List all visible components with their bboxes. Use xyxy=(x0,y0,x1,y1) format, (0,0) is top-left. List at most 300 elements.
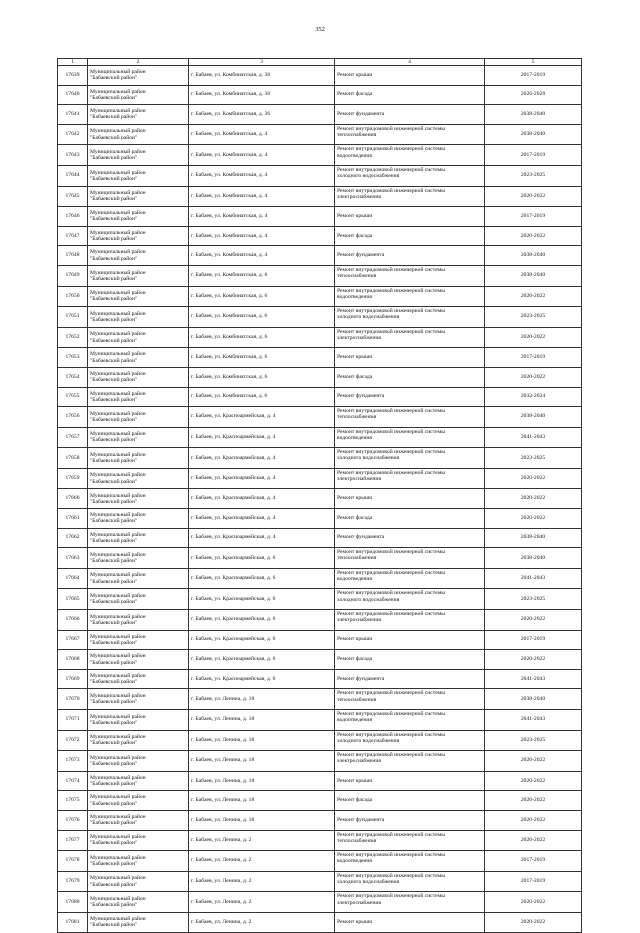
address-cell: г. Бабаев, ул. Комбинатская, д. 6 xyxy=(189,348,335,368)
municipality-cell xyxy=(88,489,189,509)
municipality-line2: "Бабаевский район" xyxy=(90,478,138,485)
work-type-cell xyxy=(335,468,485,489)
table-row xyxy=(58,468,582,489)
period-cell: 2020-2022 xyxy=(485,186,582,207)
row-number: 17656 xyxy=(58,407,88,428)
work-type-line2: водоотведения xyxy=(337,858,372,865)
table-row xyxy=(58,610,582,631)
work-type-line2: теплоснабжения xyxy=(337,131,377,138)
municipality-cell xyxy=(88,246,189,266)
table-row xyxy=(58,528,582,548)
municipality-line1: Муниципальный район xyxy=(90,310,146,317)
period-cell: 2023-2025 xyxy=(485,307,582,328)
municipality-line1: Муниципальный район xyxy=(90,895,146,902)
municipality-cell xyxy=(88,871,189,892)
work-type-cell xyxy=(335,528,485,548)
municipality-cell xyxy=(88,610,189,631)
work-type-line2: теплоснабжения xyxy=(337,837,377,844)
municipality-line1: Муниципальный район xyxy=(90,734,146,741)
work-type-line1: Ремонт внутридомовой инженерной системы xyxy=(337,690,445,697)
row-number: 17639 xyxy=(58,66,88,86)
municipality-line2: "Бабаевский район" xyxy=(90,216,138,223)
work-type-line1: Ремонт фундамента xyxy=(337,393,385,400)
period-cell: 2026-2028 xyxy=(485,85,582,105)
column-header: 1 xyxy=(58,59,88,66)
municipality-cell xyxy=(88,912,189,932)
municipality-line1: Муниципальный район xyxy=(90,916,146,923)
period-cell: 2041-2043 xyxy=(485,669,582,689)
work-type-line2: холодного водоснабжения xyxy=(337,596,400,603)
work-type-cell xyxy=(335,830,485,851)
municipality-line2: "Бабаевский район" xyxy=(90,75,138,82)
work-type-line2: теплоснабжения xyxy=(337,555,377,562)
work-type-line1: Ремонт внутридомовой инженерной системы xyxy=(337,590,445,597)
work-type-line1: Ремонт крыши xyxy=(337,354,373,361)
work-type-line1: Ремонт фундамента xyxy=(337,534,385,541)
municipality-line1: Муниципальный район xyxy=(90,128,146,135)
work-type-line1: Ремонт фасада xyxy=(337,656,373,663)
municipality-line1: Муниципальный район xyxy=(90,108,146,115)
table-row xyxy=(58,509,582,529)
municipality-cell xyxy=(88,689,189,710)
work-type-cell xyxy=(335,509,485,529)
municipality-line2: "Бабаевский район" xyxy=(90,296,138,303)
row-number: 17672 xyxy=(58,730,88,751)
row-number: 17641 xyxy=(58,105,88,125)
work-type-cell xyxy=(335,348,485,368)
table-row xyxy=(58,327,582,348)
municipality-cell xyxy=(88,468,189,489)
municipality-line1: Муниципальный район xyxy=(90,653,146,660)
municipality-cell xyxy=(88,650,189,670)
table-row xyxy=(58,427,582,448)
table-row xyxy=(58,791,582,811)
municipality-cell xyxy=(88,851,189,872)
period-cell: 2020-2022 xyxy=(485,830,582,851)
period-cell: 2038-2040 xyxy=(485,265,582,286)
period-cell: 2032-2034 xyxy=(485,387,582,407)
address-cell: г. Бабаев, ул. Комбинатская, д. 6 xyxy=(189,387,335,407)
period-cell: 2017-2019 xyxy=(485,66,582,86)
table-header-row xyxy=(58,59,582,66)
address-cell: г. Бабаев, ул. Комбинатская, д. 6 xyxy=(189,327,335,348)
municipality-cell xyxy=(88,528,189,548)
municipality-cell xyxy=(88,367,189,387)
work-type-line1: Ремонт крыши xyxy=(337,777,373,784)
work-type-cell xyxy=(335,246,485,266)
address-cell: г. Бабаев, ул. Комбинатская, д. 4 xyxy=(189,246,335,266)
municipality-line2: "Бабаевский район" xyxy=(90,719,138,726)
table-row xyxy=(58,810,582,830)
column-header: 3 xyxy=(189,59,335,66)
municipality-cell xyxy=(88,207,189,227)
municipality-line1: Муниципальный район xyxy=(90,169,146,176)
period-cell: 2023-2025 xyxy=(485,589,582,610)
row-number: 17642 xyxy=(58,124,88,145)
municipality-line2: "Бабаевский район" xyxy=(90,881,138,888)
municipality-line1: Муниципальный район xyxy=(90,431,146,438)
work-type-cell xyxy=(335,407,485,428)
table-row xyxy=(58,145,582,166)
work-type-cell xyxy=(335,124,485,145)
column-header: 4 xyxy=(335,59,485,66)
address-cell: г. Бабаев, ул. Комбинатская, д. 36 xyxy=(189,85,335,105)
work-type-line1: Ремонт фасада xyxy=(337,91,373,98)
work-type-cell xyxy=(335,66,485,86)
municipality-line1: Муниципальный район xyxy=(90,210,146,217)
period-cell: 2017-2019 xyxy=(485,851,582,872)
work-type-line1: Ремонт внутридомовой инженерной системы xyxy=(337,569,445,576)
municipality-cell xyxy=(88,730,189,751)
table-row xyxy=(58,630,582,650)
work-type-line2: электроснабжения xyxy=(337,758,381,765)
row-number: 17661 xyxy=(58,509,88,529)
period-cell: 2020-2022 xyxy=(485,489,582,509)
municipality-line2: "Бабаевский район" xyxy=(90,699,138,706)
municipality-line2: "Бабаевский район" xyxy=(90,416,138,423)
table-row xyxy=(58,246,582,266)
work-type-cell xyxy=(335,851,485,872)
municipality-cell xyxy=(88,66,189,86)
municipality-cell xyxy=(88,145,189,166)
period-cell: 2017-2019 xyxy=(485,207,582,227)
row-number: 17670 xyxy=(58,689,88,710)
work-type-line2: водоотведения xyxy=(337,434,372,441)
municipality-line1: Муниципальный район xyxy=(90,190,146,197)
row-number: 17676 xyxy=(58,810,88,830)
row-number: 17652 xyxy=(58,327,88,348)
row-number: 17660 xyxy=(58,489,88,509)
work-type-line1: Ремонт внутридомовой инженерной системы xyxy=(337,166,445,173)
municipality-line2: "Бабаевский район" xyxy=(90,518,138,525)
period-cell: 2038-2040 xyxy=(485,124,582,145)
work-type-line1: Ремонт внутридомовой инженерной системы xyxy=(337,449,445,456)
row-number: 17668 xyxy=(58,650,88,670)
work-type-line1: Ремонт внутридомовой инженерной системы xyxy=(337,852,445,859)
period-cell: 2020-2022 xyxy=(485,912,582,932)
address-cell: г. Бабаев, ул. Комбинатская, д. 4 xyxy=(189,226,335,246)
municipality-line1: Муниципальный район xyxy=(90,834,146,841)
row-number: 17663 xyxy=(58,548,88,569)
work-type-cell xyxy=(335,165,485,186)
row-number: 17681 xyxy=(58,912,88,932)
municipality-cell xyxy=(88,630,189,650)
municipality-line2: "Бабаевский район" xyxy=(90,578,138,585)
column-header: 2 xyxy=(88,59,189,66)
row-number: 17680 xyxy=(58,892,88,913)
municipality-line2: "Бабаевский район" xyxy=(90,396,138,403)
work-type-line2: теплоснабжения xyxy=(337,414,377,421)
period-cell: 2020-2022 xyxy=(485,367,582,387)
work-type-line1: Ремонт крыши xyxy=(337,212,373,219)
row-number: 17646 xyxy=(58,207,88,227)
municipality-line2: "Бабаевский район" xyxy=(90,659,138,666)
row-number: 17648 xyxy=(58,246,88,266)
work-type-cell xyxy=(335,912,485,932)
address-cell: г. Бабаев, ул. Красноармейская, д. 6 xyxy=(189,589,335,610)
municipality-line2: "Бабаевский район" xyxy=(90,558,138,565)
table-row xyxy=(58,830,582,851)
address-cell: г. Бабаев, ул. Ленина, д. 18 xyxy=(189,710,335,731)
work-type-cell xyxy=(335,589,485,610)
address-cell: г. Бабаев, ул. Ленина, д. 18 xyxy=(189,791,335,811)
work-type-line2: теплоснабжения xyxy=(337,273,377,280)
row-number: 17679 xyxy=(58,871,88,892)
row-number: 17674 xyxy=(58,771,88,791)
work-type-line2: теплоснабжения xyxy=(337,696,377,703)
work-type-line2: холодного водоснабжения xyxy=(337,737,400,744)
municipality-line2: "Бабаевский район" xyxy=(90,740,138,747)
work-type-line2: электроснабжения xyxy=(337,193,381,200)
municipality-line1: Муниципальный район xyxy=(90,269,146,276)
municipality-line1: Муниципальный район xyxy=(90,492,146,499)
municipality-line2: "Бабаевский район" xyxy=(90,155,138,162)
municipality-cell xyxy=(88,509,189,529)
period-cell: 2041-2043 xyxy=(485,710,582,731)
table-row xyxy=(58,650,582,670)
municipality-line2: "Бабаевский район" xyxy=(90,377,138,384)
municipality-cell xyxy=(88,226,189,246)
table-row xyxy=(58,387,582,407)
municipality-cell xyxy=(88,448,189,469)
work-type-line1: Ремонт внутридомовой инженерной системы xyxy=(337,328,445,335)
work-type-cell xyxy=(335,730,485,751)
work-type-line1: Ремонт фундамента xyxy=(337,675,385,682)
period-cell: 2038-2040 xyxy=(485,246,582,266)
row-number: 17649 xyxy=(58,265,88,286)
work-type-cell xyxy=(335,710,485,731)
row-number: 17640 xyxy=(58,85,88,105)
municipality-line1: Муниципальный район xyxy=(90,229,146,236)
period-cell: 2038-2040 xyxy=(485,407,582,428)
address-cell: г. Бабаев, ул. Красноармейская, д. 4 xyxy=(189,468,335,489)
municipality-cell xyxy=(88,407,189,428)
table-row xyxy=(58,348,582,368)
municipality-cell xyxy=(88,810,189,830)
address-cell: г. Бабаев, ул. Ленина, д. 2 xyxy=(189,892,335,913)
table-row xyxy=(58,165,582,186)
work-type-cell xyxy=(335,669,485,689)
period-cell: 2020-2022 xyxy=(485,327,582,348)
table-row xyxy=(58,851,582,872)
municipality-cell xyxy=(88,710,189,731)
municipality-line2: "Бабаевский район" xyxy=(90,760,138,767)
municipality-line2: "Бабаевский район" xyxy=(90,94,138,101)
work-type-cell xyxy=(335,387,485,407)
municipality-cell xyxy=(88,568,189,589)
work-type-cell xyxy=(335,689,485,710)
work-type-cell xyxy=(335,650,485,670)
period-cell: 2017-2019 xyxy=(485,145,582,166)
work-type-line1: Ремонт внутридомовой инженерной системы xyxy=(337,266,445,273)
work-type-cell xyxy=(335,751,485,772)
work-type-cell xyxy=(335,791,485,811)
municipality-line1: Муниципальный район xyxy=(90,713,146,720)
address-cell: г. Бабаев, ул. Комбинатская, д. 4 xyxy=(189,207,335,227)
municipality-line1: Муниципальный район xyxy=(90,351,146,358)
work-type-cell xyxy=(335,630,485,650)
municipality-line2: "Бабаевский район" xyxy=(90,114,138,121)
work-type-cell xyxy=(335,367,485,387)
municipality-cell xyxy=(88,427,189,448)
work-type-cell xyxy=(335,226,485,246)
municipality-line1: Муниципальный район xyxy=(90,451,146,458)
work-type-line1: Ремонт внутридомовой инженерной системы xyxy=(337,146,445,153)
municipality-cell xyxy=(88,348,189,368)
work-type-cell xyxy=(335,568,485,589)
work-type-line1: Ремонт фундамента xyxy=(337,252,385,259)
address-cell: г. Бабаев, ул. Красноармейская, д. 6 xyxy=(189,669,335,689)
row-number: 17655 xyxy=(58,387,88,407)
period-cell: 2023-2025 xyxy=(485,165,582,186)
municipality-line1: Муниципальный район xyxy=(90,531,146,538)
municipality-cell xyxy=(88,165,189,186)
row-number: 17658 xyxy=(58,448,88,469)
work-type-line1: Ремонт внутридомовой инженерной системы xyxy=(337,469,445,476)
municipality-line1: Муниципальный район xyxy=(90,331,146,338)
municipality-line2: "Бабаевский район" xyxy=(90,639,138,646)
table-body xyxy=(58,66,582,933)
work-type-line1: Ремонт фасада xyxy=(337,797,373,804)
municipality-cell xyxy=(88,892,189,913)
work-type-cell xyxy=(335,186,485,207)
table-row xyxy=(58,751,582,772)
municipality-line2: "Бабаевский район" xyxy=(90,860,138,867)
municipality-line2: "Бабаевский район" xyxy=(90,175,138,182)
municipality-line1: Муниципальный район xyxy=(90,88,146,95)
table-row xyxy=(58,286,582,307)
municipality-line2: "Бабаевский район" xyxy=(90,196,138,203)
municipality-line1: Муниципальный район xyxy=(90,472,146,479)
table-row xyxy=(58,226,582,246)
municipality-cell xyxy=(88,265,189,286)
address-cell: г. Бабаев, ул. Комбинатская, д. 36 xyxy=(189,105,335,125)
work-type-cell xyxy=(335,207,485,227)
municipality-line2: "Бабаевский район" xyxy=(90,236,138,243)
municipality-line2: "Бабаевский район" xyxy=(90,820,138,827)
table-row xyxy=(58,186,582,207)
table-row xyxy=(58,367,582,387)
work-type-line1: Ремонт внутридомовой инженерной системы xyxy=(337,125,445,132)
address-cell: г. Бабаев, ул. Ленина, д. 2 xyxy=(189,851,335,872)
address-cell: г. Бабаев, ул. Комбинатская, д. 36 xyxy=(189,66,335,86)
work-type-cell xyxy=(335,448,485,469)
work-type-cell xyxy=(335,427,485,448)
row-number: 17644 xyxy=(58,165,88,186)
work-type-line2: водоотведения xyxy=(337,152,372,159)
period-cell: 2020-2022 xyxy=(485,771,582,791)
work-type-cell xyxy=(335,548,485,569)
municipality-line1: Муниципальный район xyxy=(90,69,146,76)
row-number: 17671 xyxy=(58,710,88,731)
address-cell: г. Бабаев, ул. Красноармейская, д. 6 xyxy=(189,568,335,589)
work-type-line1: Ремонт внутридомовой инженерной системы xyxy=(337,187,445,194)
table-row xyxy=(58,771,582,791)
work-type-line1: Ремонт внутридомовой инженерной системы xyxy=(337,752,445,759)
period-cell: 2038-2040 xyxy=(485,548,582,569)
period-cell: 2017-2019 xyxy=(485,630,582,650)
municipality-line2: "Бабаевский район" xyxy=(90,357,138,364)
municipality-line2: "Бабаевский район" xyxy=(90,679,138,686)
work-type-line1: Ремонт внутридомовой инженерной системы xyxy=(337,408,445,415)
work-type-cell xyxy=(335,871,485,892)
row-number: 17673 xyxy=(58,751,88,772)
municipality-line1: Муниципальный район xyxy=(90,693,146,699)
address-cell: г. Бабаев, ул. Красноармейская, д. 4 xyxy=(189,509,335,529)
row-number: 17666 xyxy=(58,610,88,631)
work-type-cell xyxy=(335,892,485,913)
period-cell: 2020-2022 xyxy=(485,791,582,811)
municipality-line2: "Бабаевский район" xyxy=(90,458,138,465)
municipality-line2: "Бабаевский район" xyxy=(90,781,138,788)
table-row xyxy=(58,407,582,428)
row-number: 17650 xyxy=(58,286,88,307)
work-type-cell xyxy=(335,145,485,166)
row-number: 17667 xyxy=(58,630,88,650)
address-cell: г. Бабаев, ул. Комбинатская, д. 6 xyxy=(189,265,335,286)
municipality-line2: "Бабаевский район" xyxy=(90,275,138,282)
work-type-line1: Ремонт фундамента xyxy=(337,816,385,823)
row-number: 17677 xyxy=(58,830,88,851)
municipality-line1: Муниципальный район xyxy=(90,613,146,620)
table-row xyxy=(58,710,582,731)
work-type-line1: Ремонт крыши xyxy=(337,495,373,502)
municipality-line1: Муниципальный район xyxy=(90,754,146,761)
work-type-cell xyxy=(335,105,485,125)
address-cell: г. Бабаев, ул. Ленина, д. 18 xyxy=(189,730,335,751)
work-type-cell xyxy=(335,610,485,631)
municipality-line2: "Бабаевский район" xyxy=(90,537,138,544)
municipality-line2: "Бабаевский район" xyxy=(90,619,138,626)
period-cell: 2020-2022 xyxy=(485,509,582,529)
municipality-cell xyxy=(88,124,189,145)
municipality-line1: Муниципальный район xyxy=(90,854,146,861)
work-type-line1: Ремонт фасада xyxy=(337,514,373,521)
municipality-line2: "Бабаевский район" xyxy=(90,599,138,606)
address-cell: г. Бабаев, ул. Красноармейская, д. 6 xyxy=(189,630,335,650)
municipality-cell xyxy=(88,830,189,851)
row-number: 17678 xyxy=(58,851,88,872)
period-cell: 2020-2022 xyxy=(485,810,582,830)
row-number: 17675 xyxy=(58,791,88,811)
table-row xyxy=(58,568,582,589)
municipality-line1: Муниципальный район xyxy=(90,410,146,417)
address-cell: г. Бабаев, ул. Ленина, д. 18 xyxy=(189,771,335,791)
municipality-line1: Муниципальный район xyxy=(90,290,146,297)
table-row xyxy=(58,124,582,145)
period-cell: 2020-2022 xyxy=(485,468,582,489)
work-type-line1: Ремонт крыши xyxy=(337,918,373,925)
address-cell: г. Бабаев, ул. Красноармейская, д. 4 xyxy=(189,407,335,428)
row-number: 17643 xyxy=(58,145,88,166)
row-number: 17645 xyxy=(58,186,88,207)
work-type-line2: водоотведения xyxy=(337,293,372,300)
address-cell: г. Бабаев, ул. Красноармейская, д. 4 xyxy=(189,528,335,548)
table-row xyxy=(58,105,582,125)
address-cell: г. Бабаев, ул. Комбинатская, д. 4 xyxy=(189,165,335,186)
address-cell: г. Бабаев, ул. Красноармейская, д. 4 xyxy=(189,448,335,469)
work-type-cell xyxy=(335,286,485,307)
work-type-line1: Ремонт крыши xyxy=(337,636,373,643)
period-cell: 2017-2019 xyxy=(485,348,582,368)
period-cell: 2020-2022 xyxy=(485,892,582,913)
municipality-line2: "Бабаевский район" xyxy=(90,437,138,444)
period-cell: 2020-2022 xyxy=(485,226,582,246)
municipality-line1: Муниципальный район xyxy=(90,672,146,679)
table-row xyxy=(58,912,582,932)
municipality-line2: "Бабаевский район" xyxy=(90,134,138,141)
municipality-line1: Муниципальный район xyxy=(90,774,146,781)
